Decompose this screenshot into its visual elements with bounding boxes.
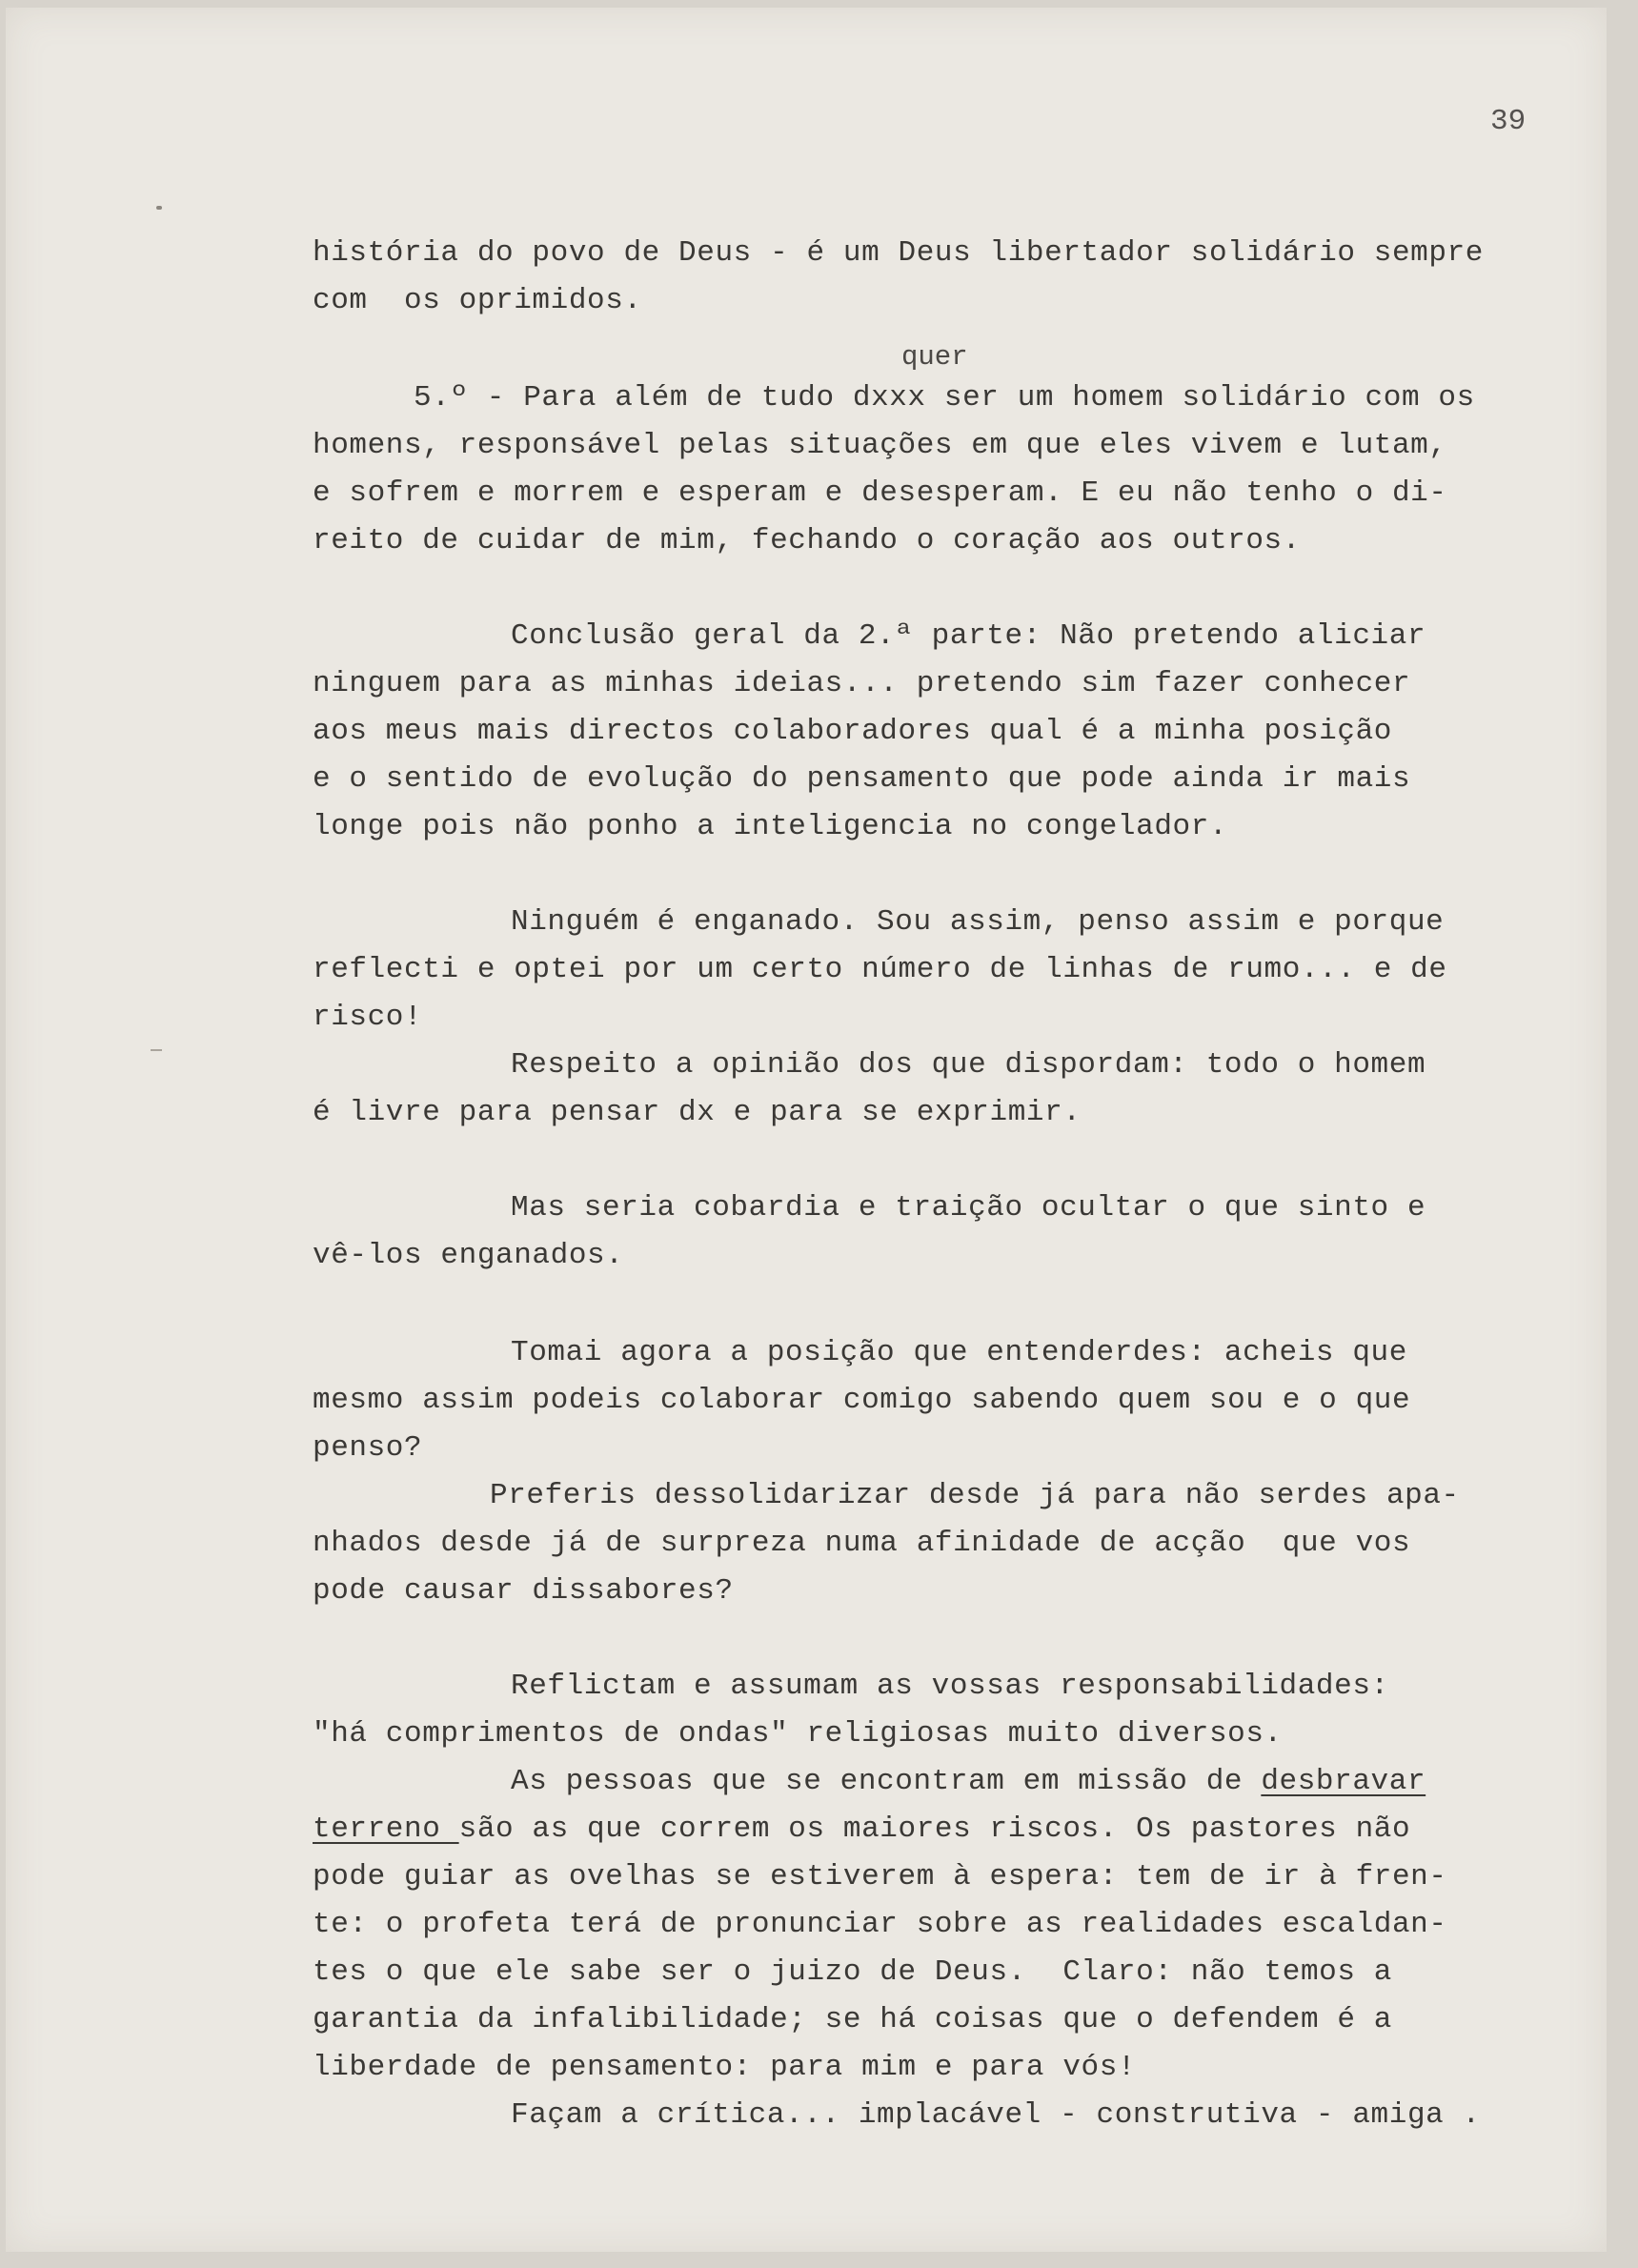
text-line: homens, responsável pelas situações em que eles vivem e lutam, [313,429,1447,462]
text-line: e sofrem e morrem e esperam e desesperam. E eu não tenho o di- [313,476,1447,510]
text-line: penso? [313,1431,423,1465]
text-line: pode guiar as ovelhas se estiverem à espera: tem de ir à fren- [313,1860,1447,1893]
text-line: nhados desde já de surpreza numa afinidade de acção que vos [313,1527,1411,1560]
text-line: 5.º - Para além de tudo dxxx ser um homem solidário com os [414,381,1475,415]
text-line: história do povo de Deus - é um Deus libertador solidário sempre [313,236,1484,270]
text-fragment: As pessoas que se encontram em missão de [511,1765,1262,1798]
text-line [511,1765,1426,1799]
text-line: pode causar dissabores? [313,1574,734,1608]
text-line: Preferis dessolidarizar desde já para não serdes apa- [490,1479,1460,1512]
text-line: "há comprimentos de ondas" religiosas muito diversos. [313,1717,1283,1751]
text-line: te: o profeta terá de pronunciar sobre as realidades escaldan- [313,1908,1447,1941]
margin-mark [151,1049,162,1051]
text-line: Tomai agora a posição que entenderdes: acheis que [511,1336,1407,1369]
text-line: garantia da infalibilidade; se há coisas que o defendem é a [313,2003,1392,2036]
document-page [6,8,1607,2252]
page-number: 39 [1490,105,1527,138]
text-line [313,1812,1410,1847]
text-line: aos meus mais directos colaboradores qual é a minha posição [313,715,1392,748]
text-line: Mas seria cobardia e traição ocultar o que sinto e [511,1191,1426,1225]
text-line: Ninguém é enganado. Sou assim, penso assim e porque [511,905,1445,939]
text-line: Conclusão geral da 2.ª parte: Não pretendo aliciar [511,619,1426,653]
text-line: reito de cuidar de mim, fechando o coração aos outros. [313,524,1301,557]
text-line: liberdade de pensamento: para mim e para vós! [313,2051,1137,2084]
text-line: Respeito a opinião dos que dispordam: todo o homem [511,1048,1426,1082]
handwritten-insertion: quer [901,341,968,373]
text-line: mesmo assim podeis colaborar comigo sabendo quem sou e o que [313,1384,1411,1417]
text-fragment: são as que correm os maiores riscos. Os pastores não [458,1812,1411,1846]
underlined-word: terreno [313,1812,459,1846]
text-line: é livre para pensar dx e para se exprimir. [313,1096,1082,1129]
text-line: ninguem para as minhas ideias... pretendo sim fazer conhecer [313,667,1411,700]
text-line: reflecti e optei por um certo número de linhas de rumo... e de [313,953,1447,986]
text-line: Façam a crítica... implacável - construtiva - amiga . [511,2098,1481,2132]
text-line: Reflictam e assumam as vossas responsabilidades: [511,1670,1389,1703]
text-line: risco! [313,1001,423,1034]
paper-speck [156,206,162,210]
text-line: longe pois não ponho a inteligencia no congelador. [313,810,1228,843]
text-line: e o sentido de evolução do pensamento que pode ainda ir mais [313,762,1411,796]
text-line: vê-los enganados. [313,1239,624,1272]
text-line: com os oprimidos. [313,284,642,317]
underlined-word: desbravar [1261,1765,1426,1798]
text-line: tes o que ele sabe ser o juizo de Deus. Claro: não temos a [313,1955,1392,1989]
